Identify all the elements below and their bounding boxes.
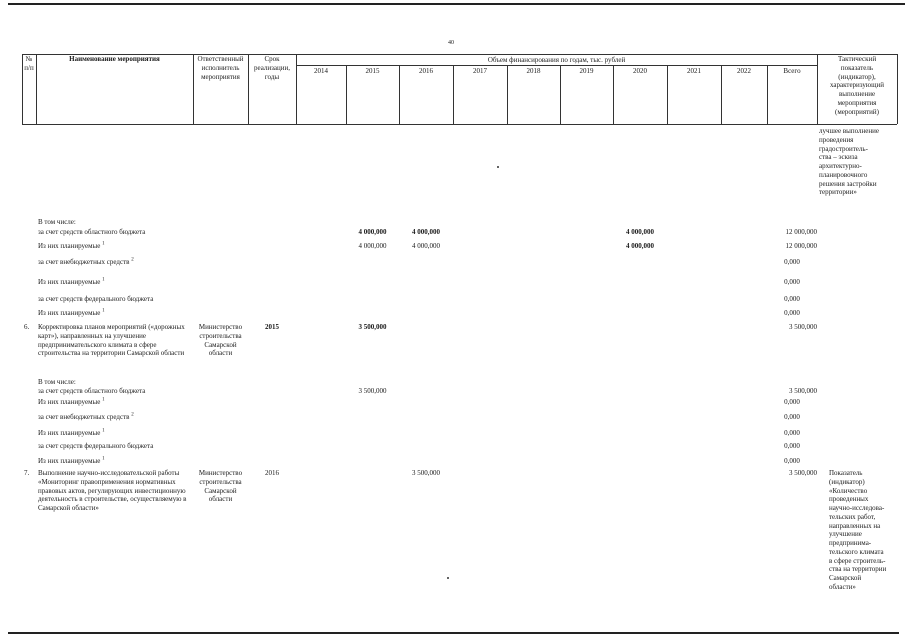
year-2020: 2020 [633,67,647,75]
item-6-value-total: 3 500,000 [789,323,817,331]
item-7-term: 2016 [265,469,279,477]
year-2016: 2016 [419,67,433,75]
block-a-label: за счет средств областного бюджета [38,228,146,236]
block-a-value-2015: 4 000,000 [358,242,387,250]
item-6-row-value-total: 0,000 [784,429,800,437]
year-total: Всего [783,67,801,75]
block-a-value-total: 12 000,000 [785,228,817,236]
item-6-label: за счет средств федерального бюджета [38,442,154,450]
header-responsible: Ответственный исполнитель мероприятия [197,55,244,81]
block-a-value-2020: 4 000,000 [626,228,654,236]
year-2019: 2019 [579,67,594,75]
col-line [36,54,37,124]
item-6-name: Корректировка планов мероприятий («дорожных карт»), направленных на улучшение предпринимательского климата в сфере строительства на территории Самарской области [38,323,185,358]
item-6-row-value-total: 0,000 [784,442,800,450]
item-6-value-2015: 3 500,000 [358,323,387,331]
header-indicator: Тактический показатель (индикатор), характеризующий выполнение мероприятия (мероприятий) [829,55,885,116]
block-a-value-total: 0,000 [784,278,800,286]
block-a-value-2020: 4 000,000 [626,242,654,250]
item-7-value-total: 3 500,000 [789,469,817,477]
item-7-number: 7. [24,469,30,477]
item-6-responsible: Министерство строительства Самарской области [198,323,243,358]
year-2015: 2015 [365,67,380,75]
block-a-value-total: 0,000 [784,295,800,303]
header-bottom-line [22,124,897,125]
item-6-term: 2015 [265,323,279,331]
year-2014: 2014 [314,67,328,75]
block-a-label: за счет средств федерального бюджета [38,295,154,303]
item-7-value-2016: 3 500,000 [412,469,440,477]
years-sub-line [296,65,817,66]
block-a-intro: В том числе: [38,218,76,226]
col-line [897,54,898,124]
bottom-border [8,632,899,634]
item-6-row-value-2015: 3 500,000 [358,387,387,395]
item-6-row-value-total: 3 500,000 [789,387,817,395]
item-6-label: за счет средств областного бюджета [38,387,146,395]
header-funding-title: Объем финансирования по годам, тыс. рублей [487,56,626,64]
item-7-indicator: Показатель (индикатор) «Количество проведенных научно-исследова- тельских работ, направленных на улучшение предпринима- тельского климата в сфере строитель- ства на территории Самарской области» [829,469,887,591]
block-a-label: Из них планируемые $^1$ [38,277,105,286]
item-6-label: Из них планируемые $^1$ [38,456,105,465]
block-a-label: за счет внебюджетных средств $^2$ [38,257,134,266]
scan-dot [497,166,499,168]
block-a-value-2016: 4 000,000 [412,228,440,236]
item-6-intro: В том числе: [38,378,76,386]
block-a-label: Из них планируемые $^1$ [38,241,105,250]
header-term: Срок реализации, годы [254,55,290,81]
item-6-row-value-total: 0,000 [784,398,800,406]
block-a-value-total: 0,000 [784,309,800,317]
item-6-row-value-total: 0,000 [784,413,800,421]
item-7-responsible: Министерство строительства Самарской области [198,469,243,504]
year-2021: 2021 [687,67,701,75]
item-6-label: Из них планируемые $^1$ [38,428,105,437]
block-a-value-total: 12 000,000 [785,242,817,250]
block-a-value-2015: 4 000,000 [358,228,387,236]
block-a-value-2016: 4 000,000 [412,242,440,250]
item-6-row-value-total: 0,000 [784,457,800,465]
item-6-label: за счет внебюджетных средств $^2$ [38,412,134,421]
block-a-label: Из них планируемые $^1$ [38,308,105,317]
item-6-label: Из них планируемые $^1$ [38,397,105,406]
header-num: № п/п [24,55,34,72]
prev-indicator-tail: лучшее выполнение проведения градостроитель- ства – эскиза архитектурно- планировочного решения застройки территории» [819,127,879,197]
year-2017: 2017 [473,67,487,75]
page-number: 40 [448,40,454,46]
header-name: Наименование мероприятия [69,55,160,63]
item-7-name: Выполнение научно-исследовательской работы «Мониторинг правоприменения нормативных правовых актов, регулирующих инвестиционную деятельность в строительстве, осуществляемую в Самарской области» [38,469,187,512]
top-border [8,3,905,5]
block-a-value-total: 0,000 [784,258,800,266]
item-6-number: 6. [24,323,30,331]
scan-dot [447,577,449,579]
year-2018: 2018 [526,67,541,75]
year-2022: 2022 [737,67,751,75]
